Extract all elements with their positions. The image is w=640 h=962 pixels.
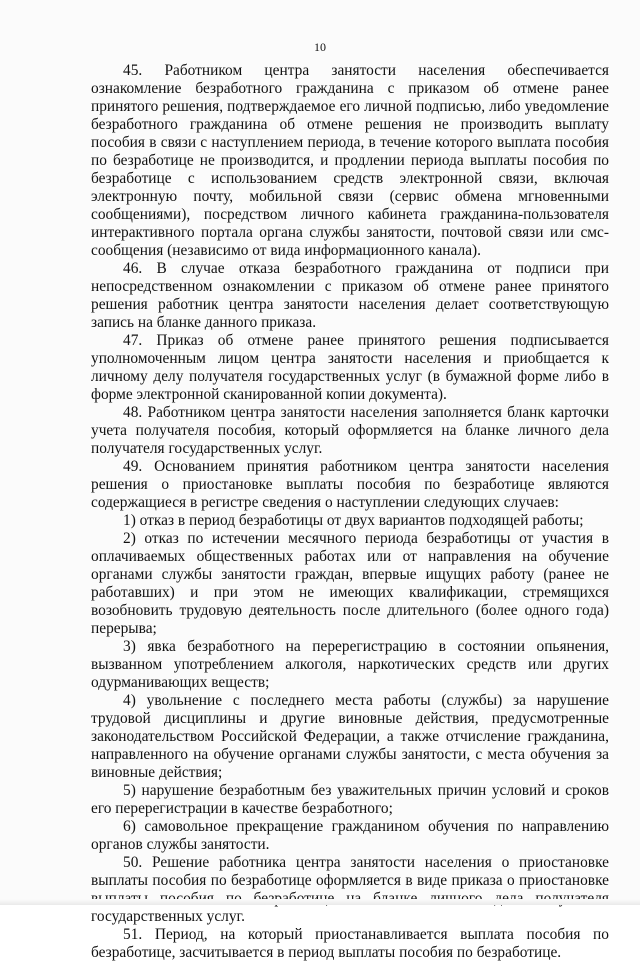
page-number: 10	[314, 40, 326, 54]
paragraph-49: 49. Основанием принятия работником центра занятости населения решения о приостановке выплаты пособия по безработице являются содержащиеся в регистре сведения о наступлении следующих случаев:	[91, 458, 609, 511]
list-item-1: 1) отказ в период безработицы от двух вариантов подходящей работы;	[123, 512, 584, 529]
list-item-5: 5) нарушение безработным без уважительных причин условий и сроков его перерегистрации в качестве безработного;	[91, 782, 609, 817]
list-item-2: 2) отказ по истечении месячного периода безработицы от участия в оплачиваемых общественных работах или от направления на обучение органами службы занятости граждан, впервые ищущих работу (ранее не работавших) и при этом не имеющих квалификации, стремящихся возобновить трудовую деятельность после длительного (более одного года) перерыва;	[91, 530, 609, 637]
paragraph-51: 51. Период, на который приостанавливается выплата пособия по безработице, засчитывается в период выплаты пособия по безработице.	[91, 926, 609, 961]
paragraph-47: 47. Приказ об отмене ранее принятого решения подписывается уполномоченным лицом центра занятости населения и приобщается к личному делу получателя государственных услуг (в бумажной форме либо в форме электронной сканированной копии документа).	[91, 332, 609, 403]
scan-edge-shadow	[0, 899, 640, 905]
list-item-6: 6) самовольное прекращение гражданином обучения по направлению органов службы занятости.	[91, 818, 609, 853]
paragraph-48: 48. Работником центра занятости населения заполняется бланк карточки учета получателя пособия, который оформляется на бланке личного дела получателя государственных услуг.	[91, 404, 609, 457]
list-item-3: 3) явка безработного на перерегистрацию в состоянии опьянения, вызванном употреблением алкоголя, наркотических средств или других одурманивающих веществ;	[91, 638, 609, 691]
paragraph-50: 50. Решение работника центра занятости населения о приостановке выплаты пособия по безработице оформляется в виде приказа о приостановке государственных услуг.	[91, 854, 609, 925]
list-item-4: 4) увольнение с последнего места работы (службы) за нарушение трудовой дисциплины и другие виновные действия, предусмотренные законодательством Российской Федерации, а также отчисление гражданина, направленного на обучение органами службы занятости, с места обучения за виновные действия;	[91, 692, 609, 781]
paragraph-45: 45. Работником центра занятости населения обеспечивается ознакомление безработного гражданина с приказом об отмене ранее принятого решения, подтверждаемое его личной подписью, либо уведомление безработного гражданина об отмене решения не производить выплату пособия в связи с наступлением периода, в течение которого выплата пособия по безработице не производится, и продлении периода выплаты пособия по безработице с использованием средств электронной связи, включая электронную почту, мобильной связи (сервис обмена мгновенными сообщениями), посредством личного кабинета гражданина-пользователя интерактивного портала органа службы занятости, почтовой связи или смс-сообщения (независимо от вида информационного канала).	[91, 62, 609, 259]
paragraph-46: 46. В случае отказа безработного гражданина от подписи при непосредственном ознакомлении с приказом об отмене ранее принятого решения работник центра занятости населения делает соответствующую запись на бланке данного приказа.	[91, 260, 609, 331]
document-body	[91, 62, 609, 962]
